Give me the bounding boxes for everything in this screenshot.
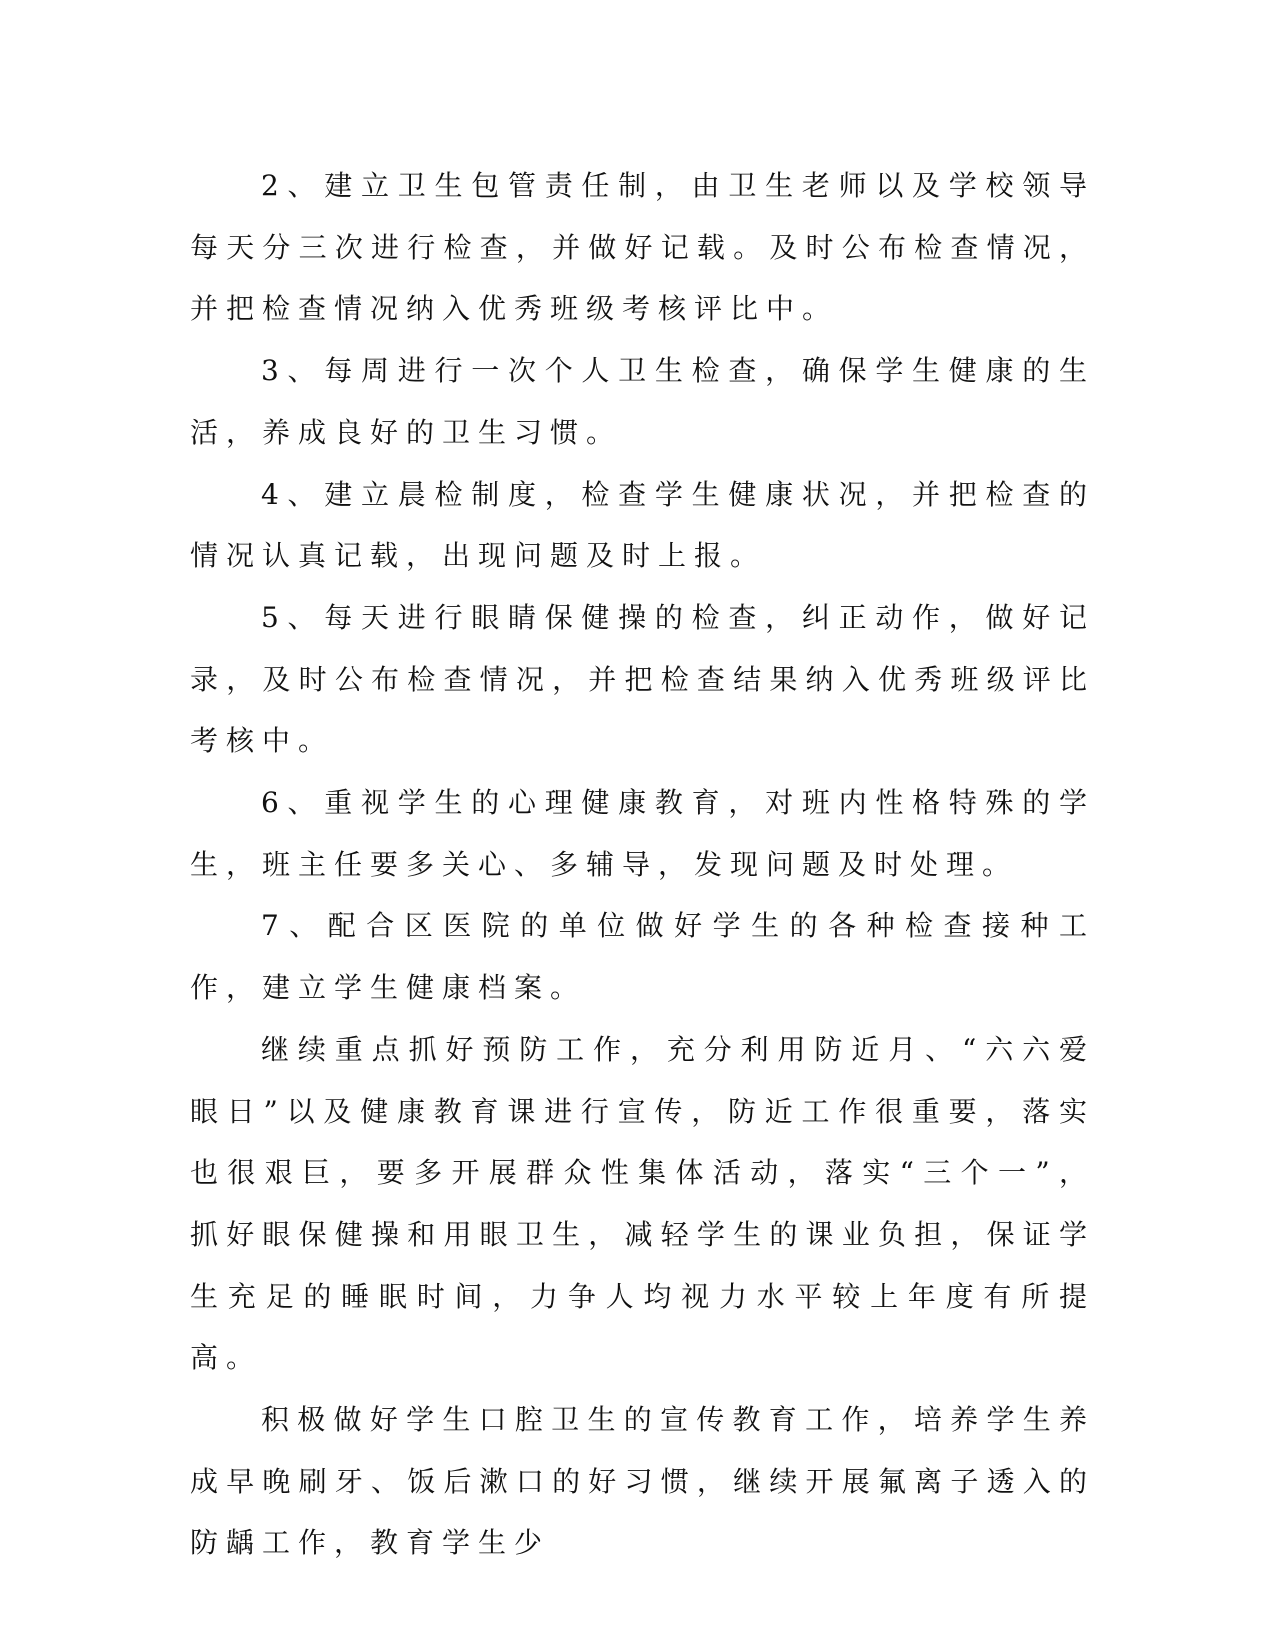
paragraph-oral-health: 积极做好学生口腔卫生的宣传教育工作，培养学生养成早晚刷牙、饭后漱口的好习惯，继续开展氟离子透入的防龋工作，教育学生少	[190, 1403, 1095, 1560]
paragraph-item-5: 5、每天进行眼睛保健操的检查，纠正动作，做好记录，及时公布检查情况，并把检查结果纳入优秀班级评比考核中。	[190, 600, 1095, 758]
paragraph-item-2: 2、建立卫生包管责任制，由卫生老师以及学校领导每天分三次进行检查，并做好记载。及时公布检查情况，并把检查情况纳入优秀班级考核评比中。	[190, 169, 1095, 326]
paragraph-item-7: 7、配合区医院的单位做好学生的各种检查接种工作，建立学生健康档案。	[190, 909, 1095, 1005]
paragraph-item-3: 3、每周进行一次个人卫生检查，确保学生健康的生活，养成良好的卫生习惯。	[190, 354, 1095, 449]
paragraph-item-4: 4、建立晨检制度，检查学生健康状况，并把检查的情况认真记载，出现问题及时上报。	[190, 477, 1095, 573]
paragraph-eye-care: 继续重点抓好预防工作，充分利用防近月、“六六爱眼日”以及健康教育课进行宣传，防近工作很重要，落实也很艰巨，要多开展群众性集体活动，落实“三个一”，抓好眼保健操和用眼卫生，减轻学生的课业负担，保证学生充足的睡眠时间，力争人均视力水平较上年度有所提高。	[190, 1032, 1095, 1375]
paragraph-item-6: 6、重视学生的心理健康教育，对班内性格特殊的学生，班主任要多关心、多辅导，发现问题及时处理。	[190, 786, 1095, 881]
document-body	[190, 155, 1095, 1574]
